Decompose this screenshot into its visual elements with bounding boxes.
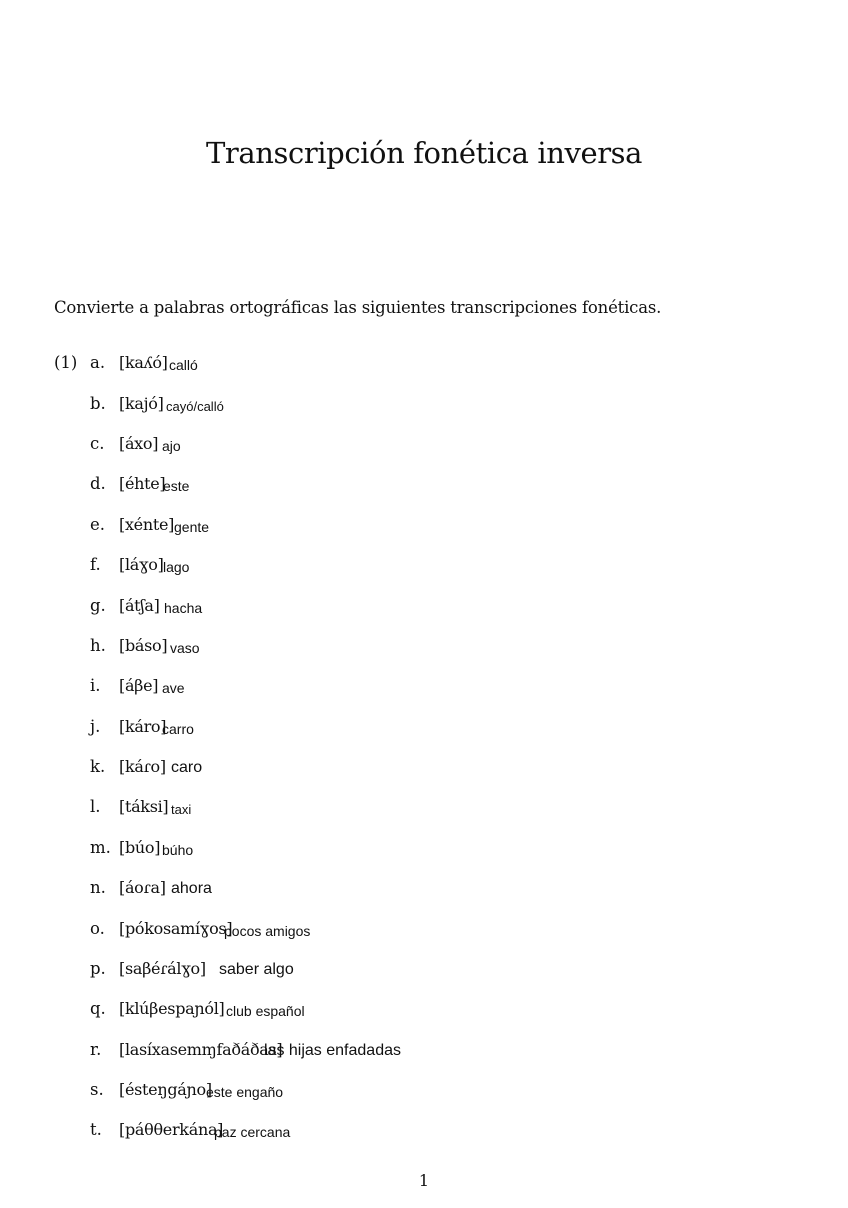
phonetic-transcription: [éhte] [119, 474, 166, 493]
item-letter: q. [90, 999, 106, 1018]
phonetic-transcription: [páθθerkána] [119, 1120, 224, 1139]
item-letter: l. [90, 797, 101, 816]
item-letter: b. [90, 394, 106, 413]
phonetic-transcription: [káro] [119, 717, 167, 736]
answer-text: este [163, 478, 190, 494]
answer-text: carro [162, 721, 194, 737]
item-letter: o. [90, 919, 105, 938]
item-letter: t. [90, 1120, 102, 1139]
phonetic-transcription: [lasíxasemɱfaðáðas] [119, 1040, 283, 1059]
answer-text: calló [169, 357, 198, 373]
phonetic-transcription: [búo] [119, 838, 161, 857]
item-letter: k. [90, 757, 106, 776]
phonetic-transcription: [áβe] [119, 676, 159, 695]
phonetic-transcription: [klúβespaɲól] [119, 999, 225, 1018]
item-letter: f. [90, 555, 101, 574]
item-letter: e. [90, 515, 106, 534]
item-letter: a. [90, 353, 106, 372]
answer-text: ave [162, 680, 185, 696]
item-letter: c. [90, 434, 105, 453]
answer-text: ahora [171, 880, 212, 897]
answer-text: cayó/calló [166, 399, 224, 414]
answer-text: club español [226, 1003, 305, 1019]
phonetic-transcription: [átʃa] [119, 596, 160, 615]
phonetic-transcription: [kaʎó] [119, 353, 168, 372]
item-letter: i. [90, 676, 101, 695]
instructions-text: Convierte a palabras ortográficas las siguientes transcripciones fonéticas. [54, 298, 662, 317]
phonetic-transcription: [báso] [119, 636, 168, 655]
answer-text: ajo [162, 438, 181, 454]
page-title: Transcripción fonética inversa [205, 136, 643, 170]
answer-text: gente [174, 519, 210, 535]
answer-text: búho [162, 842, 194, 858]
phonetic-transcription: [áoɾa] [119, 878, 166, 897]
item-letter: j. [90, 717, 101, 736]
phonetic-transcription: [pókosamíɣos] [119, 919, 233, 938]
phonetic-transcription: [saβéɾálɣo] [119, 959, 206, 978]
answer-text: caro [171, 759, 203, 776]
phonetic-transcription: [xénte] [119, 515, 175, 534]
answer-text: este engaño [206, 1084, 284, 1100]
item-letter: s. [90, 1080, 104, 1099]
phonetic-transcription: [táksi] [119, 797, 169, 816]
phonetic-transcription: [káɾo] [119, 757, 166, 776]
item-letter: n. [90, 878, 106, 897]
answer-text: paz cercana [214, 1124, 291, 1140]
item-letter: p. [90, 959, 106, 978]
item-letter: h. [90, 636, 106, 655]
item-letter: d. [90, 474, 106, 493]
item-letter: m. [90, 838, 111, 857]
item-letter: g. [90, 596, 106, 615]
page-number: 1 [418, 1171, 430, 1190]
answer-text: vaso [170, 640, 200, 656]
answer-text: lago [163, 559, 190, 575]
example-number: (1) [54, 353, 78, 372]
item-letter: r. [90, 1040, 102, 1059]
answer-text: hacha [164, 600, 203, 616]
phonetic-transcription: [láɣo] [119, 555, 164, 574]
phonetic-transcription: [ésteŋgáɲo] [119, 1080, 212, 1099]
answer-text: taxi [171, 802, 192, 817]
answer-text: pocos amigos [224, 923, 311, 939]
answer-text: las hijas enfadadas [264, 1042, 401, 1059]
answer-text: saber algo [219, 961, 294, 978]
phonetic-transcription: [áxo] [119, 434, 159, 453]
phonetic-transcription: [kajó] [119, 394, 164, 413]
